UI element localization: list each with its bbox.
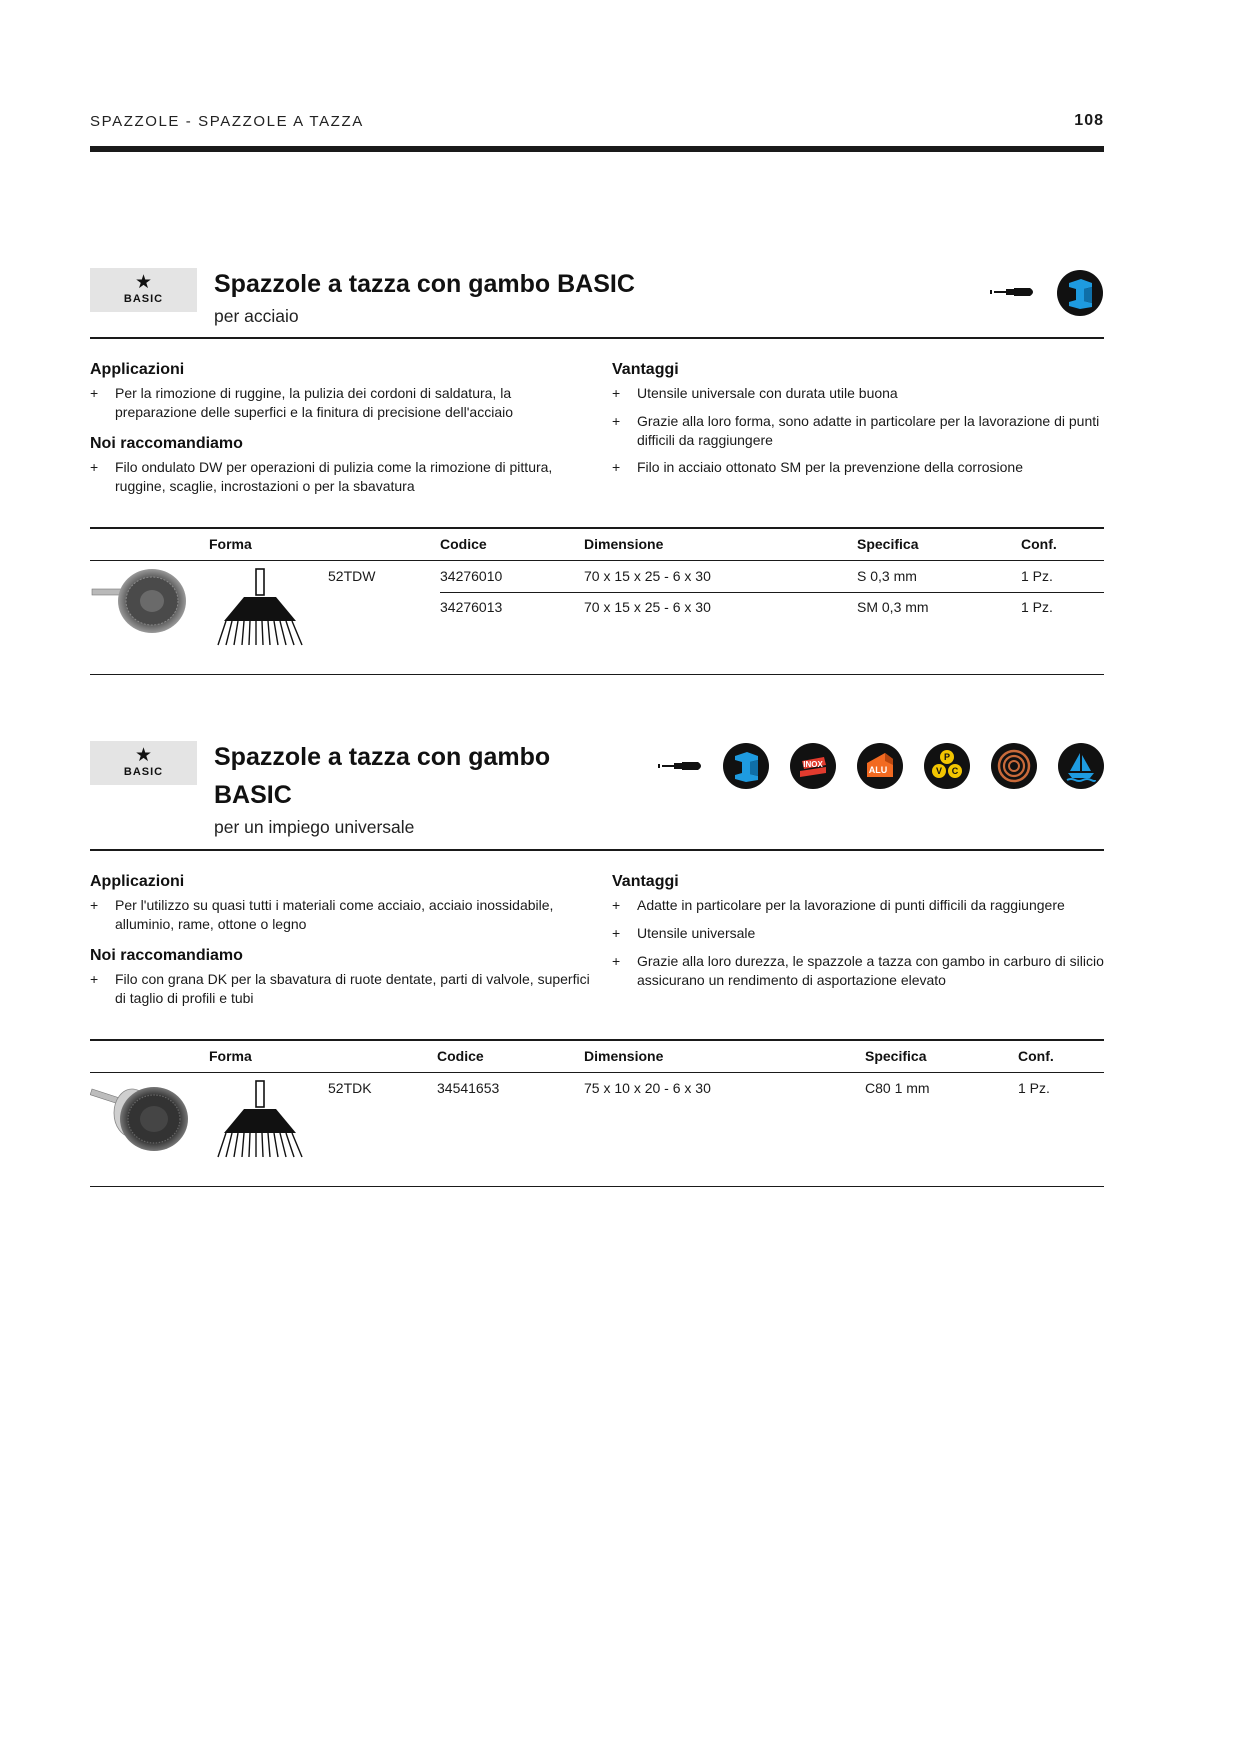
cell-specifica: S 0,3 mm: [857, 568, 917, 584]
product-photo-abrasive-cup-brush: [90, 1079, 196, 1155]
col-header-conf: Conf.: [1018, 1048, 1054, 1064]
cell-conf: 1 Pz.: [1021, 568, 1053, 584]
basic-badge-label: BASIC: [123, 293, 164, 305]
wood-material-icon: [991, 743, 1037, 789]
col-header-dimensione: Dimensione: [584, 536, 664, 552]
product-title: Spazzole a tazza con gambo BASIC: [214, 270, 635, 298]
product-photo-wire-cup-brush: [90, 567, 196, 639]
table-header-rule: [90, 560, 1104, 561]
applicazioni-heading: Applicazioni: [90, 873, 185, 890]
vantaggi-item: + Grazie alla loro durezza, le spazzole a tazza con gambo in carburo di silicio assicurano un rendimento di asportazione elevato: [612, 953, 1104, 988]
cell-specifica: C80 1 mm: [865, 1080, 930, 1096]
col-header-specifica: Specifica: [857, 536, 919, 552]
shank-tool-icon: [990, 286, 1036, 298]
vantaggi-heading: Vantaggi: [612, 361, 679, 378]
cell-forma: 52TDW: [328, 568, 376, 584]
brush-shape-drawing: [216, 1079, 306, 1159]
raccomandiamo-heading: Noi raccomandiamo: [90, 435, 243, 452]
header-rule: [90, 146, 1104, 152]
steel-material-icon: [1057, 270, 1103, 316]
svg-text:C: C: [951, 766, 959, 776]
product-subtitle: per acciaio: [214, 306, 299, 326]
star-icon: ★: [134, 272, 153, 293]
table-top-rule: [90, 527, 1104, 529]
product-title-line1: Spazzole a tazza con gambo: [214, 743, 551, 771]
svg-text:ALU: ALU: [868, 765, 888, 775]
vantaggi-heading: Vantaggi: [612, 873, 679, 890]
vantaggi-item: + Utensile universale: [612, 925, 756, 941]
applicazioni-item: + Per la rimozione di ruggine, la pulizia dei cordoni di saldatura, la preparazione delle superfici e la finitura di precisione dell'acciaio: [90, 385, 514, 420]
col-header-codice: Codice: [440, 536, 487, 552]
cell-dimensione: 70 x 15 x 25 - 6 x 30: [584, 568, 711, 584]
star-icon: ★: [134, 745, 153, 766]
table-row-rule: [440, 592, 1104, 593]
alu-material-icon: [857, 743, 903, 789]
cell-conf: 1 Pz.: [1018, 1080, 1050, 1096]
table-top-rule: [90, 1039, 1104, 1041]
col-header-forma: Forma: [209, 536, 252, 552]
steel-material-icon: [723, 743, 769, 789]
inox-material-icon: [790, 743, 836, 789]
col-header-codice: Codice: [437, 1048, 484, 1064]
raccomandiamo-item: + Filo ondulato DW per operazioni di pulizia come la rimozione di pittura, ruggine, scaglie, incrostazioni o per la sbavatura: [90, 459, 553, 494]
vantaggi-item: + Utensile universale con durata utile buona: [612, 385, 898, 401]
vantaggi-item: + Filo in acciaio ottonato SM per la prevenzione della corrosione: [612, 459, 1023, 475]
table-bottom-rule: [90, 1186, 1104, 1187]
title-rule: [90, 337, 1104, 339]
brush-shape-drawing: [216, 567, 306, 647]
raccomandiamo-heading: Noi raccomandiamo: [90, 947, 243, 964]
col-header-conf: Conf.: [1021, 536, 1057, 552]
col-header-specifica: Specifica: [865, 1048, 927, 1064]
svg-text:P: P: [943, 752, 951, 762]
table-bottom-rule: [90, 674, 1104, 675]
pvc-material-icon: [924, 743, 970, 789]
marine-material-icon: [1058, 743, 1104, 789]
basic-badge: [90, 268, 197, 312]
page-number: 108: [1074, 112, 1104, 129]
shank-tool-icon: [658, 760, 704, 772]
page-header-title: SPAZZOLE - SPAZZOLE A TAZZA: [90, 113, 364, 130]
table-header-rule: [90, 1072, 1104, 1073]
col-header-dimensione: Dimensione: [584, 1048, 664, 1064]
product-subtitle: per un impiego universale: [214, 817, 415, 837]
title-rule: [90, 849, 1104, 851]
raccomandiamo-item: + Filo con grana DK per la sbavatura di ruote dentate, parti di valvole, superfici di taglio di profili e tubi: [90, 971, 590, 1006]
cell-codice: 34276010: [440, 568, 503, 584]
basic-badge-label: BASIC: [123, 766, 164, 778]
cell-dimensione: 75 x 10 x 20 - 6 x 30: [584, 1080, 711, 1096]
cell-specifica: SM 0,3 mm: [857, 599, 929, 615]
col-header-forma: Forma: [209, 1048, 252, 1064]
vantaggi-item: + Grazie alla loro forma, sono adatte in particolare per la lavorazione di punti difficili da raggiungere: [612, 413, 1100, 448]
svg-text:V: V: [935, 766, 943, 776]
cell-conf: 1 Pz.: [1021, 599, 1053, 615]
applicazioni-item: + Per l'utilizzo su quasi tutti i materiali come acciaio, acciaio inossidabile, alluminio, rame, ottone o legno: [90, 897, 554, 932]
cell-dimensione: 70 x 15 x 25 - 6 x 30: [584, 599, 711, 615]
product-title-line2: BASIC: [214, 781, 292, 809]
applicazioni-heading: Applicazioni: [90, 361, 185, 378]
vantaggi-item: + Adatte in particolare per la lavorazione di punti difficili da raggiungere: [612, 897, 1065, 913]
cell-codice: 34276013: [440, 599, 503, 615]
cell-codice: 34541653: [437, 1080, 500, 1096]
basic-badge: [90, 741, 197, 785]
svg-text:INOX: INOX: [803, 760, 823, 769]
cell-forma: 52TDK: [328, 1080, 372, 1096]
